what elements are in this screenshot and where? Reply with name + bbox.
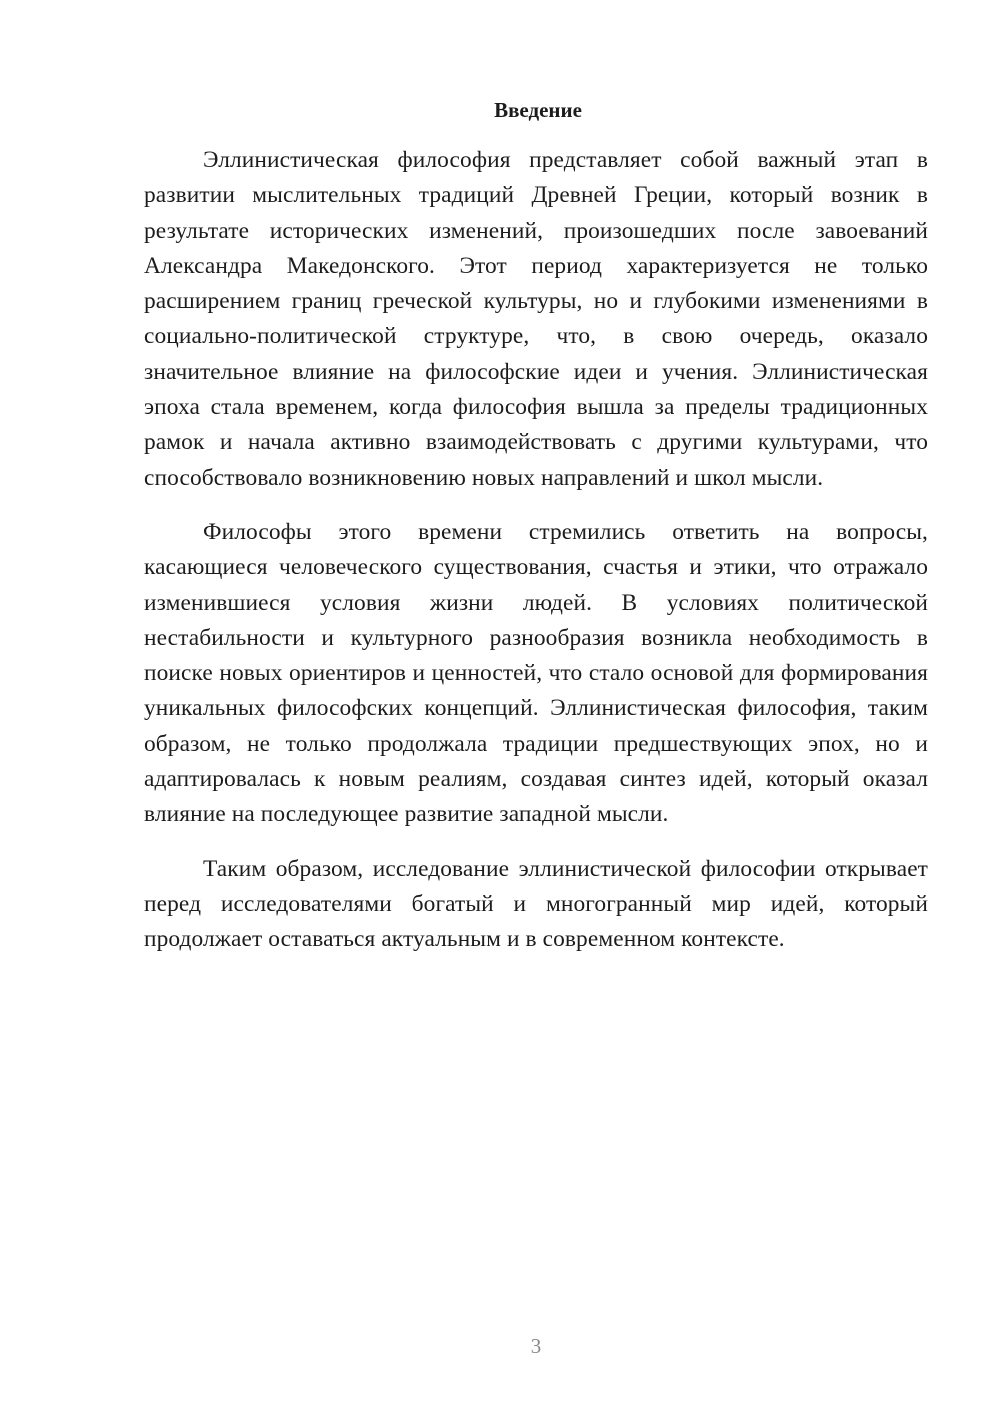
- paragraph-1: Эллинистическая философия представляет собой важный этап в развитии мыслительных традиций Древней Греции, который возник в результате исторических изменений, произошедших после завоеваний Александра Македонского. Этот период характеризуется не только расширением границ греческой культуры, но и глубокими изменениями в социально-политической структуре, что, в свою очередь, оказало значительное влияние на философские идеи и учения. Эллинистическая эпоха стала временем, когда философия вышла за пределы традиционных рамок и начала активно взаимодействовать с другими культурами, что способствовало возникновению новых направлений и школ мысли.: [144, 147, 928, 491]
- paragraph-3: Таким образом, исследование эллинистической философии открывает перед исследователями богатый и многогранный мир идей, который продолжает оставаться актуальным и в современном контексте.: [144, 855, 928, 953]
- page-title: Введение: [494, 98, 582, 122]
- page-content: [144, 96, 928, 977]
- page-number: 3: [530, 1334, 542, 1358]
- paragraph-2: Философы этого времени стремились ответить на вопросы, касающиеся человеческого существования, счастья и этики, что отражало изменившиеся условия жизни людей. В условиях политической нестабильности и культурного разнообразия возникла необходимость в поиске новых ориентиров и ценностей, что стало основой для формирования уникальных философских концепций. Эллинистическая философия, таким образом, не только продолжала традиции предшествующих эпох, но и адаптировалась к новым реалиям, создавая синтез идей, который оказал влияние на последующее развитие западной мысли.: [144, 518, 928, 828]
